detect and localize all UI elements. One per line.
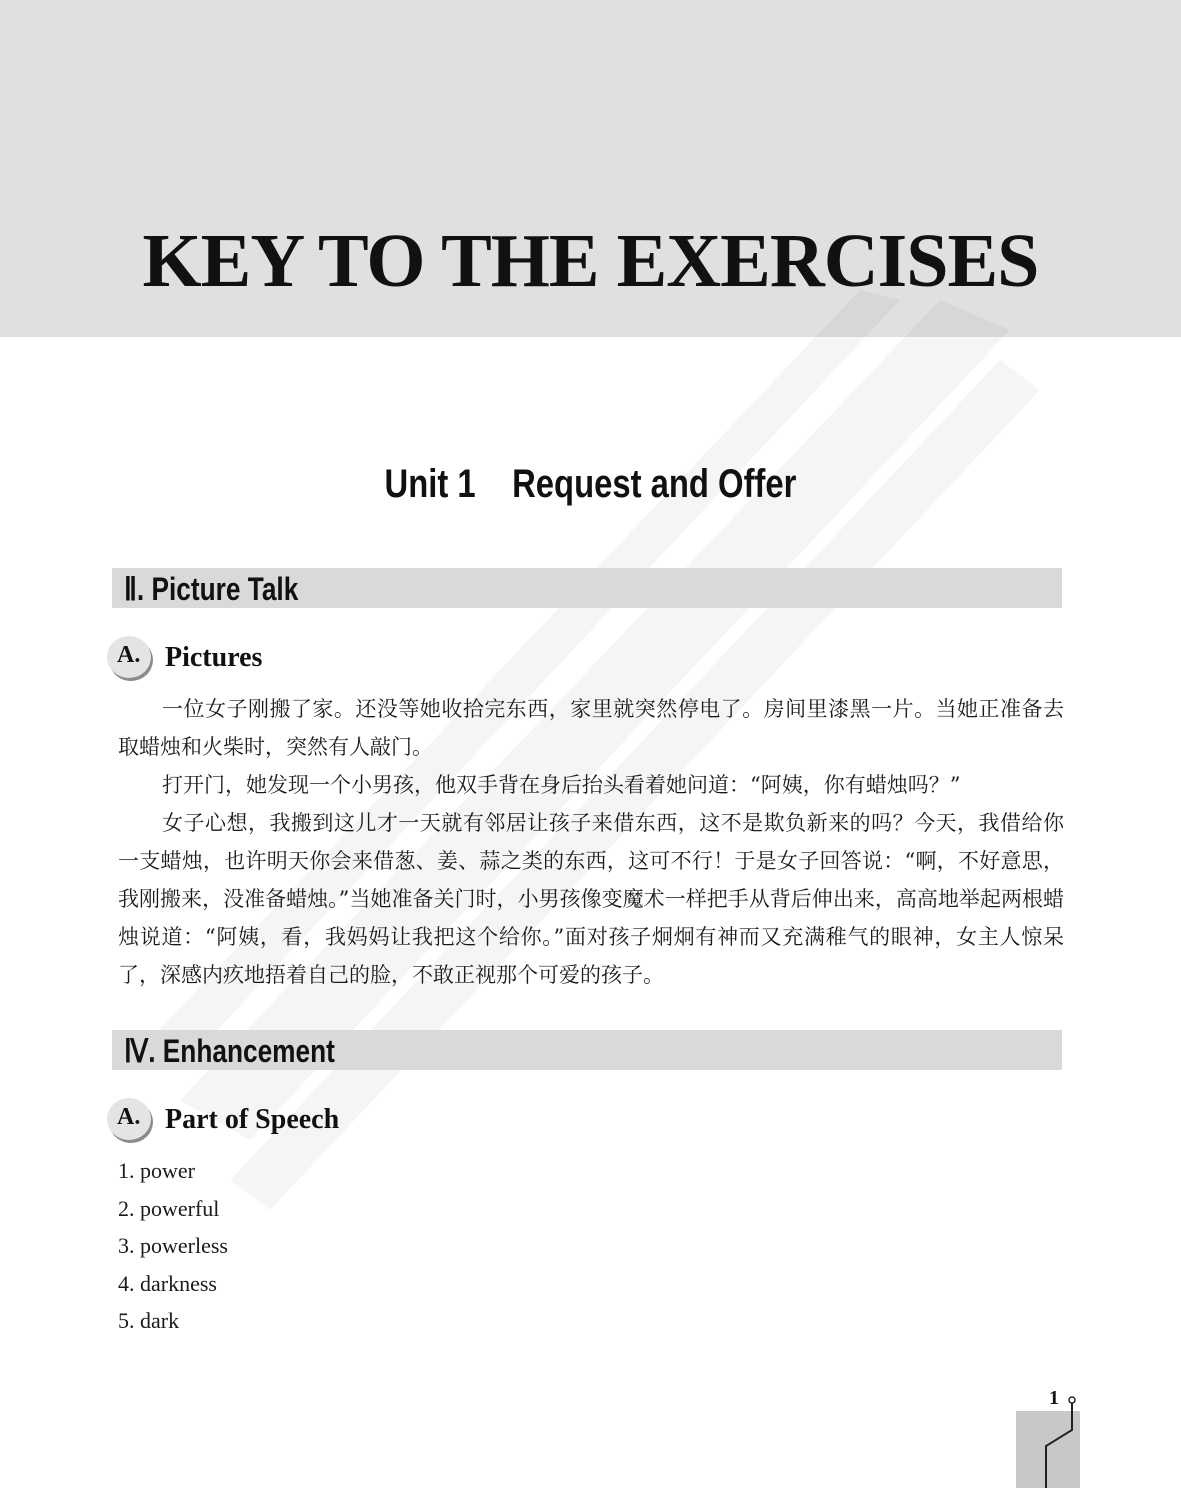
subheading-letter: A. (117, 642, 141, 668)
section-bar-enhancement (112, 1030, 1062, 1070)
section-title: Ⅱ. Picture Talk (124, 571, 299, 607)
answer-item: 4. darkness (118, 1270, 217, 1296)
answer-item: 5. dark (118, 1308, 180, 1333)
subheading-title: Part of Speech (165, 1104, 340, 1135)
page-number: 1 (1049, 1387, 1059, 1409)
subheading-letter: A. (117, 1104, 141, 1130)
answer-item: 3. powerless (118, 1233, 228, 1258)
paragraph: 一位女子刚搬了家。还没等她收拾完东西，家里就突然停电了。房间里漆黑一片。当她正准备去取蜡烛和火柴时，突然有人敲门。 (118, 697, 1064, 759)
page-corner-line-icon (1040, 1390, 1080, 1488)
section-title: Ⅳ. Enhancement (124, 1033, 335, 1069)
answer-list (118, 1152, 228, 1340)
subheading-title: Pictures (165, 642, 263, 673)
page-title: KEY TO THE EXERCISES (142, 219, 1039, 303)
answer-item: 2. powerful (118, 1195, 220, 1221)
paragraph: 女子心想，我搬到这儿才一天就有邻居让孩子来借东西，这不是欺负新来的吗？今天，我借给你一支蜡烛，也许明天你会来借葱、姜、蒜之类的东西，这可不行！于是女子回答说：“啊，不好意思，我刚搬来，没准备蜡烛。”当她准备关门时，小男孩像变魔术一样把手从背后伸出来，高高地举起两根蜡烛说道：“阿姨，看，我妈妈让我把这个给你。”面对孩子炯炯有神而又充满稚气的眼神，女主人惊呆了，深感内疚地捂着自己的脸，不敢正视那个可爱的孩子。 (118, 811, 1064, 987)
section-bar-picture-talk (112, 568, 1062, 608)
unit-title: Unit 1 Request and Offer (384, 462, 797, 506)
paragraph: 打开门，她发现一个小男孩，他双手背在身后抬头看着她问道：“阿姨，你有蜡烛吗？” (162, 773, 961, 797)
answer-item: 1. power (118, 1158, 195, 1183)
